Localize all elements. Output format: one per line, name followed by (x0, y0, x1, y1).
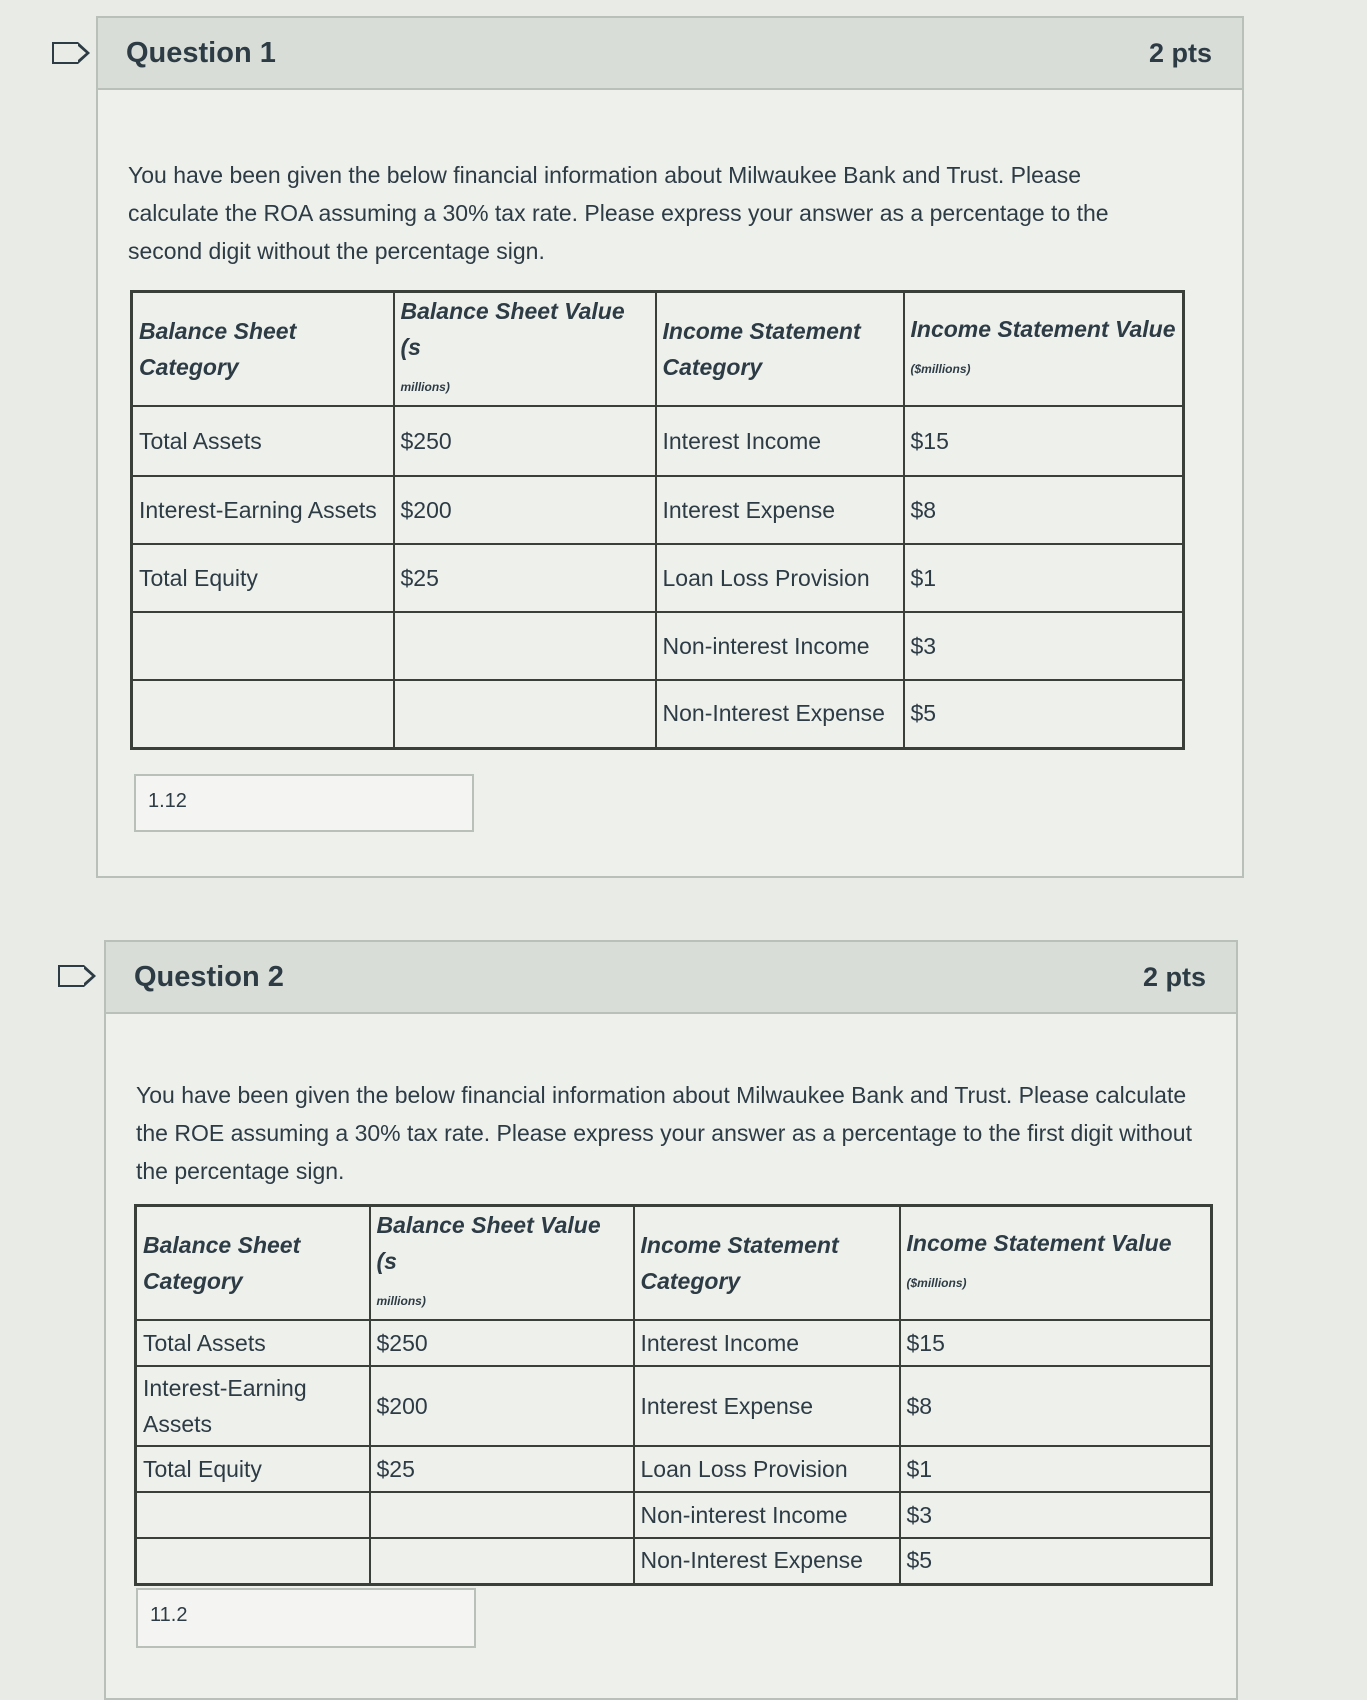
question-2-points: 2 pts (1142, 961, 1206, 992)
question-1-text: You have been given the below financial information about Milwaukee Bank and Trust. Please calculate the ROA assuming a 30% tax rate. Please express your answer as a percentage to the second digit without the percentage sign. (128, 162, 1109, 264)
table-row (132, 544, 1184, 612)
table-row (136, 1320, 1212, 1366)
table-row (136, 1538, 1212, 1584)
table-cell: $250 (394, 406, 656, 476)
table-row (136, 1366, 1212, 1446)
table-cell: Interest Income (634, 1320, 900, 1366)
question-1-table (130, 290, 1185, 750)
table-header-row (132, 292, 1184, 407)
table-header-row (136, 1206, 1212, 1321)
question-2-header (106, 942, 1236, 1014)
table-cell (394, 680, 656, 748)
header-income-value: Income Statement Value ($millions) (904, 292, 1184, 407)
header-income-category: Income Statement Category (656, 292, 904, 407)
table-row (132, 476, 1184, 544)
table-cell: $5 (904, 680, 1184, 748)
question-1-answer-field[interactable]: 1.12 (134, 774, 474, 832)
table-cell: $3 (900, 1492, 1212, 1538)
question-2-card (104, 940, 1238, 1700)
table-cell: $250 (370, 1320, 634, 1366)
table-cell: Total Assets (136, 1320, 370, 1366)
table-row (136, 1492, 1212, 1538)
flag-question-1-icon[interactable] (52, 42, 78, 64)
header-income-category: Income Statement Category (634, 1206, 900, 1321)
table-cell: $200 (394, 476, 656, 544)
table-cell: $1 (900, 1446, 1212, 1492)
table-cell: $3 (904, 612, 1184, 680)
table-cell (136, 1538, 370, 1584)
table-cell (132, 680, 394, 748)
header-income-value: Income Statement Value ($millions) (900, 1206, 1212, 1321)
table-cell: Interest-Earning Assets (132, 476, 394, 544)
table-row (132, 612, 1184, 680)
table-cell: $8 (904, 476, 1184, 544)
header-balance-category: Balance Sheet Category (136, 1206, 370, 1321)
table-cell: $1 (904, 544, 1184, 612)
table-row (136, 1446, 1212, 1492)
table-cell: Non-interest Income (634, 1492, 900, 1538)
table-cell: $25 (370, 1446, 634, 1492)
table-row (132, 406, 1184, 476)
table-cell: $15 (900, 1320, 1212, 1366)
table-cell: $25 (394, 544, 656, 612)
table-cell (136, 1492, 370, 1538)
table-cell: Total Assets (132, 406, 394, 476)
header-balance-value: Balance Sheet Value (s millions) (370, 1206, 634, 1321)
question-2-text: You have been given the below financial information about Milwaukee Bank and Trust. Please calculate the ROE assuming a 30% tax rate. Please express your answer as a percentage to the first digit without the percentage sign. (136, 1082, 1192, 1184)
question-2-title: Question 2 (134, 960, 284, 993)
table-cell: Interest-Earning Assets (136, 1366, 370, 1446)
table-cell: $200 (370, 1366, 634, 1446)
table-cell: Non-interest Income (656, 612, 904, 680)
question-1-card (96, 16, 1244, 878)
table-cell: $5 (900, 1538, 1212, 1584)
table-cell (132, 612, 394, 680)
table-cell: Interest Income (656, 406, 904, 476)
header-balance-category: Balance Sheet Category (132, 292, 394, 407)
question-1-points: 2 pts (1148, 37, 1212, 68)
table-cell (370, 1492, 634, 1538)
header-balance-value: Balance Sheet Value (s millions) (394, 292, 656, 407)
table-row (132, 680, 1184, 748)
table-cell: Interest Expense (656, 476, 904, 544)
table-cell (394, 612, 656, 680)
question-1-header (98, 18, 1242, 90)
table-cell (370, 1538, 634, 1584)
table-cell: Loan Loss Provision (656, 544, 904, 612)
table-cell: $8 (900, 1366, 1212, 1446)
question-2-table (134, 1204, 1213, 1586)
question-1-title: Question 1 (126, 36, 276, 69)
table-cell: Loan Loss Provision (634, 1446, 900, 1492)
table-cell: Total Equity (136, 1446, 370, 1492)
table-cell: Interest Expense (634, 1366, 900, 1446)
question-2-answer-field[interactable]: 11.2 (136, 1588, 476, 1648)
table-cell: $15 (904, 406, 1184, 476)
table-cell: Non-Interest Expense (656, 680, 904, 748)
flag-question-2-icon[interactable] (58, 965, 84, 987)
table-cell: Non-Interest Expense (634, 1538, 900, 1584)
table-cell: Total Equity (132, 544, 394, 612)
